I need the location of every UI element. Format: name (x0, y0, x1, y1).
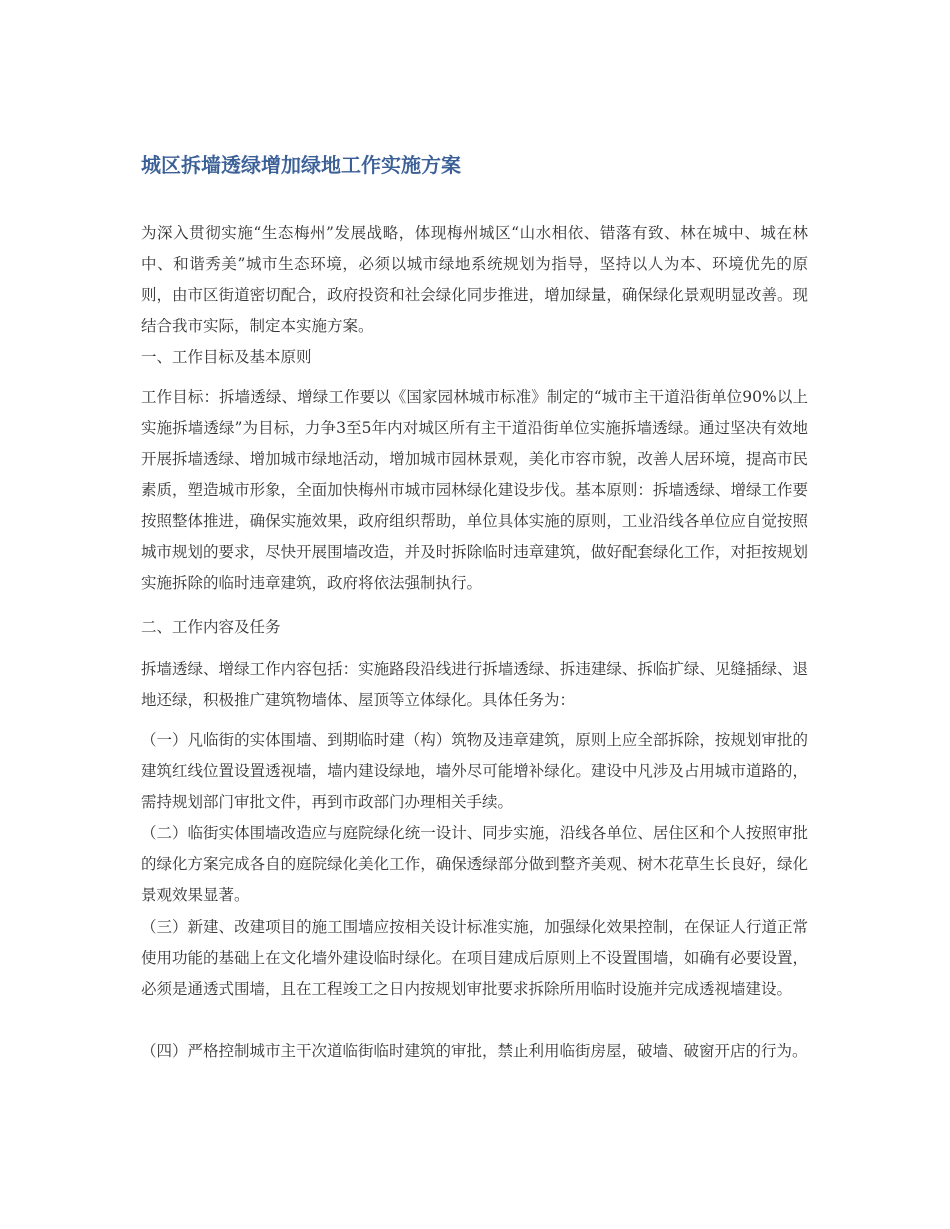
task-4-paragraph: （四）严格控制城市主干次道临街临时建筑的审批，禁止利用临街房屋，破墙、破窗开店的行为。 (141, 1042, 808, 1060)
document-title: 城区拆墙透绿增加绿地工作实施方案 (141, 153, 461, 177)
task-3-paragraph: （三）新建、改建项目的施工围墙应按相关设计标准实施，加强绿化效果控制，在保证人行道正常使用功能的基础上在文化墙外建设临时绿化。在项目建成后原则上不设置围墙，如确有必要设置，必须是通透式围墙，且在工程竣工之日内按规划审批要求拆除所用临时设施并完成透视墙建设。 (141, 918, 808, 998)
task-1-paragraph: （一）凡临街的实体围墙、到期临时建（构）筑物及违章建筑，原则上应全部拆除，按规划审批的建筑红线位置设置透视墙，墙内建设绿地，墙外尽可能增补绿化。建设中凡涉及占用城市道路的，需持规划部门审批文件，再到市政部门办理相关手续。 (141, 731, 808, 811)
section-2-intro-paragraph: 拆墙透绿、增绿工作内容包括：实施路段沿线进行拆墙透绿、拆违建绿、拆临扩绿、见缝插绿、退地还绿，积极推广建筑物墙体、屋顶等立体绿化。具体任务为： (141, 660, 808, 709)
task-2-paragraph: （二）临街实体围墙改造应与庭院绿化统一设计、同步实施，沿线各单位、居住区和个人按照审批的绿化方案完成各自的庭院绿化美化工作，确保透绿部分做到整齐美观、树木花草生长良好，绿化景观效果显著。 (141, 824, 808, 904)
section-1-heading: 一、工作目标及基本原则 (141, 348, 312, 366)
section-2-heading: 二、工作内容及任务 (141, 618, 281, 636)
section-1-paragraph: 工作目标：拆墙透绿、增绿工作要以《国家园林城市标准》制定的“城市主干道沿街单位90%以上实施拆墙透绿”为目标，力争3至5年内对城区所有主干道沿街单位实施拆墙透绿。通过坚决有效地开展拆墙透绿、增加城市绿地活动，增加城市园林景观，美化市容市貌，改善人居环境，提高市民素质，塑造城市形象，全面加快梅州市城市园林绿化建设步伐。基本原则：拆墙透绿、增绿工作要按照整体推进，确保实施效果，政府组织帮助，单位具体实施的原则，工业沿线各单位应自觉按照城市规划的要求，尽快开展围墙改造，并及时拆除临时违章建筑，做好配套绿化工作，对拒按规划实施拆除的临时违章建筑，政府将依法强制执行。 (141, 388, 808, 592)
intro-paragraph: 为深入贯彻实施“生态梅州”发展战略，体现梅州城区“山水相依、错落有致、林在城中、城在林中、和谐秀美”城市生态环境，必须以城市绿地系统规划为指导，坚持以人为本、环境优先的原则，由市区街道密切配合，政府投资和社会绿化同步推进，增加绿量，确保绿化景观明显改善。现结合我市实际，制定本实施方案。 (141, 224, 808, 335)
